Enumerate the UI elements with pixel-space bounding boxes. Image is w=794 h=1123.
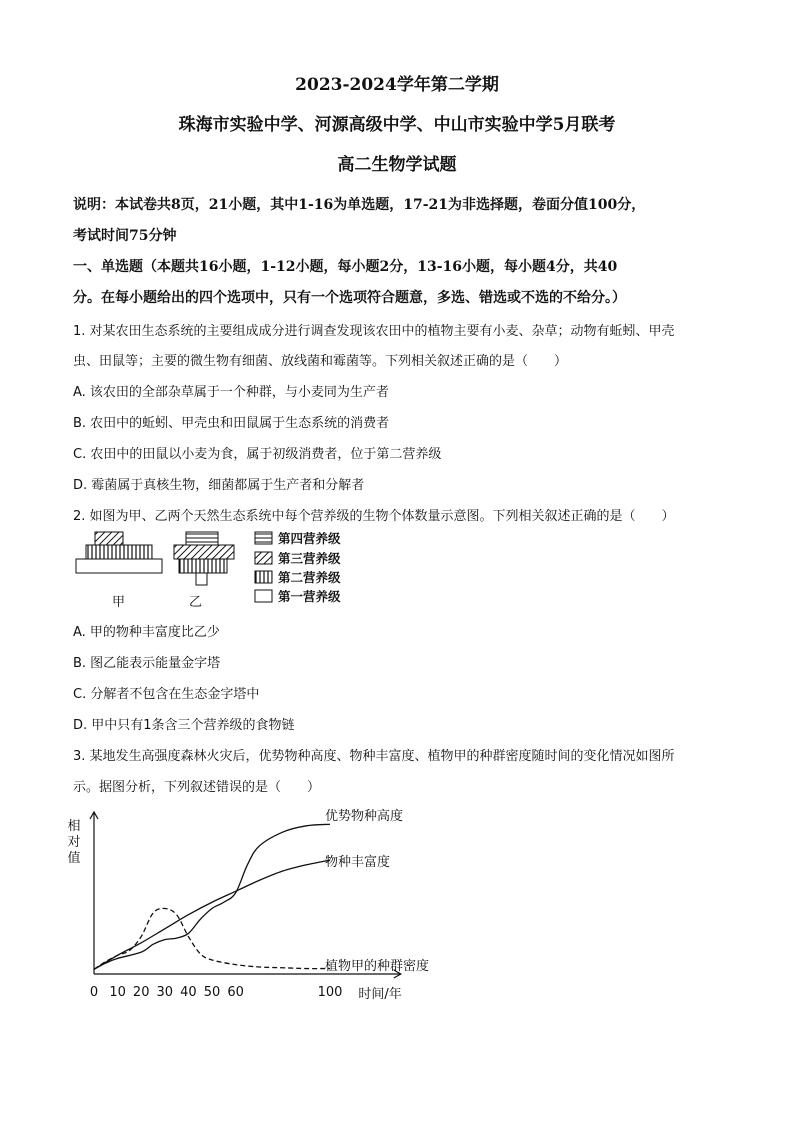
legend-level-1: 第一营养级 [278, 589, 341, 604]
series-label-1: 物种丰富度 [325, 855, 391, 870]
q3-stem-line-1: 3. 某地发生高强度森林火灾后，优势物种高度、物种丰富度、植物甲的种群密度随时间的变化情况如图所 [73, 749, 675, 764]
q1-option-d: D. 霉菌属于真核生物，细菌都属于生产者和分解者 [73, 478, 365, 493]
pyramid-jia [76, 532, 162, 573]
series-line-0 [94, 824, 330, 969]
x-tick-label: 40 [180, 985, 197, 1000]
q2-option-c: C. 分解者不包含在生态金字塔中 [73, 687, 260, 702]
q2-option-a: A. 甲的物种丰富度比乙少 [73, 625, 220, 640]
q1-stem-line-1: 1. 对某农田生态系统的主要组成成分进行调查发现该农田中的植物主要有小麦、杂草；动物有蚯蚓、甲壳 [73, 324, 675, 339]
q1-option-b: B. 农田中的蚯蚓、甲壳虫和田鼠属于生态系统的消费者 [73, 416, 390, 431]
exam-subject-title: 高二生物学试题 [337, 155, 457, 175]
section-heading-line-2: 分。在每小题给出的四个选项中，只有一个选项符合题意，多选、错选或不选的不给分。） [73, 290, 626, 306]
pyramid-legend [255, 531, 341, 604]
q2-option-b: B. 图乙能表示能量金字塔 [73, 656, 221, 671]
q3-line-chart [60, 800, 480, 1010]
q1-option-a: A. 该农田的全部杂草属于一个种群，与小麦同为生产者 [73, 385, 389, 400]
pyramid-jia-label: 甲 [112, 595, 126, 610]
section-heading-line-1: 一、单选题（本题共16小题，1-12小题，每小题2分，13-16小题，每小题4分，共40 [73, 259, 618, 275]
legend-level-2: 第二营养级 [278, 570, 341, 585]
legend-level-4: 第四营养级 [278, 531, 341, 546]
x-axis-label: 时间/年 [358, 987, 402, 1002]
series-label-2: 植物甲的种群密度 [325, 959, 430, 974]
q2-pyramid-figure [70, 528, 370, 610]
pyramid-yi [174, 532, 234, 585]
x-tick-label: 30 [156, 985, 174, 1000]
q1-option-c: C. 农田中的田鼠以小麦为食，属于初级消费者，位于第二营养级 [73, 447, 442, 462]
y-axis-label-char: 对 [67, 835, 81, 850]
y-axis-label-char: 相 [67, 819, 81, 834]
exam-schools-title: 珠海市实验中学、河源高级中学、中山市实验中学5月联考 [178, 115, 616, 135]
exam-year-title: 2023-2024学年第二学期 [295, 75, 499, 95]
x-tick-label: 100 [317, 985, 343, 1000]
q2-option-d: D. 甲中只有1条含三个营养级的食物链 [73, 718, 295, 733]
y-axis-label-char: 值 [67, 851, 81, 866]
pyramid-yi-label: 乙 [189, 595, 203, 610]
q3-stem-line-2: 示。据图分析，下列叙述错误的是（ ） [73, 780, 321, 795]
legend-level-3: 第三营养级 [278, 551, 341, 566]
x-tick-label: 20 [132, 985, 150, 1000]
series-line-2 [94, 908, 330, 969]
x-tick-label: 0 [89, 985, 99, 1000]
q1-stem-line-2: 虫、田鼠等；主要的微生物有细菌、放线菌和霉菌等。下列相关叙述正确的是（ ） [73, 354, 568, 369]
instructions-line-1: 说明：本试卷共8页，21小题，其中1-16为单选题，17-21为非选择题，卷面分值100分， [73, 197, 646, 213]
x-tick-label: 50 [203, 985, 221, 1000]
instructions-line-2: 考试时间75分钟 [73, 228, 177, 244]
x-tick-label: 10 [109, 985, 126, 1000]
series-label-0: 优势物种高度 [325, 809, 404, 824]
series-line-1 [94, 860, 330, 969]
q2-stem: 2. 如图为甲、乙两个天然生态系统中每个营养级的生物个体数量示意图。下列相关叙述正确的是（ ） [73, 509, 675, 524]
x-tick-label: 60 [227, 985, 244, 1000]
